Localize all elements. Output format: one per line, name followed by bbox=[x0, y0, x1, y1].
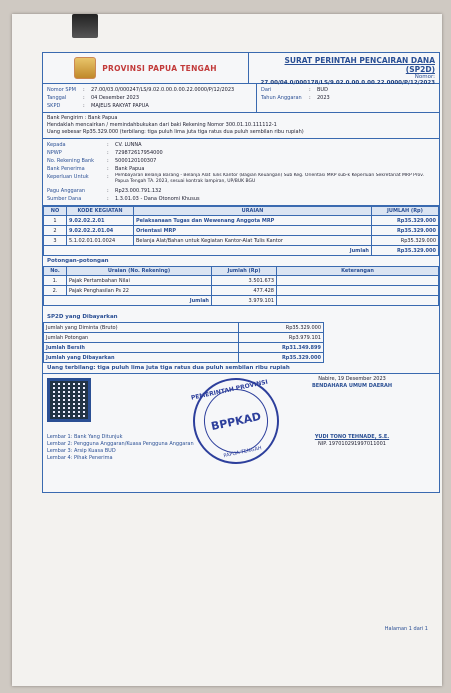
recipient-label: Sumber Dana bbox=[47, 196, 82, 202]
summary-label: Jumlah yang Diminta (Bruto) bbox=[44, 323, 239, 333]
column-header: NO bbox=[44, 207, 67, 216]
stamp-center-text: BPPKAD bbox=[209, 409, 263, 433]
signature-area bbox=[43, 374, 439, 492]
meta-row: Nomor SPM : 27.00/03.0/000247/LS/9.02.0.00.0.00.22.0000/P/12/2023 Tanggal : 04 Desember 2023 SKPD : MAJELIS RAKYAT PAPUA Dari : BUD Tahun Anggaran : 2023 bbox=[43, 84, 439, 113]
bank-line-2: Hendaklah mencairkan / memindahbukukan dari baki Rekening Nomor 300.01.10.111112-1 bbox=[47, 122, 277, 128]
total-value: 3.979.101 bbox=[212, 296, 277, 306]
summary-value: Rp3.979.101 bbox=[239, 333, 324, 343]
lembar-item: Lembar 2: Pengguna Anggaran/Kuasa Pengguna Anggaran bbox=[47, 441, 194, 447]
total-label: Jumlah bbox=[44, 246, 372, 256]
cell-kode: 9.02.02.2.01.04 bbox=[67, 226, 134, 236]
tahun-label: Tahun Anggaran bbox=[261, 95, 302, 101]
sp2d-title: SURAT PERINTAH PENCAIRAN DANA (SP2D) bbox=[284, 56, 435, 74]
lembar-item: Lembar 1: Bank Yang Ditunjuk bbox=[47, 434, 123, 440]
nomor-label: Nomor: bbox=[414, 74, 435, 80]
column-header: URAIAN bbox=[134, 207, 372, 216]
bank-instruction bbox=[43, 113, 439, 139]
cell-no: 1. bbox=[44, 276, 67, 286]
stamp-bottom-text: PAPUA TENGAH bbox=[223, 445, 263, 460]
cell-no: 3 bbox=[44, 236, 67, 246]
recipient-value: Pembayaran Belanja Barang - Belanja Alat Tulis Kantor (Bagian Keuangan) Sub Keg. Orientasi MRP sub-k Keperluan Sekretariat MRP Prov. Papua Tengah TA. 2023, sesuai kontrak lampiran, UP/BUK BGU bbox=[115, 173, 425, 184]
recipient-label: No. Rekening Bank bbox=[47, 158, 95, 164]
signature-space bbox=[277, 390, 427, 434]
summary-label: Jumlah Potongan bbox=[44, 333, 239, 343]
summary-title: SP2D yang Dibayarkan bbox=[47, 314, 118, 320]
table-row bbox=[44, 343, 439, 353]
table-header-row bbox=[44, 207, 439, 216]
bank-line-1: Bank Pengirim : Bank Papua bbox=[47, 115, 118, 121]
table-row bbox=[44, 323, 439, 333]
recipient-label: NPWP bbox=[47, 150, 62, 156]
qr-code-icon bbox=[47, 378, 91, 422]
cell-uraian: Pajak Penghasilan Ps 22 bbox=[67, 286, 212, 296]
cell-uraian: Pelaksanaan Tugas dan Wewenang Anggota MRP bbox=[134, 216, 372, 226]
dari-label: Dari bbox=[261, 87, 272, 93]
tanggal-value: 04 Desember 2023 bbox=[91, 95, 140, 101]
cell-jumlah: Rp35.329.000 bbox=[372, 236, 439, 246]
cell-jumlah: 3.501.673 bbox=[212, 276, 277, 286]
summary-value: Rp31.349.899 bbox=[239, 343, 324, 353]
cell-keterangan bbox=[277, 286, 439, 296]
tanggal-label: Tanggal bbox=[47, 95, 67, 101]
recipient-label: Keperluan Untuk bbox=[47, 174, 89, 180]
signature-block bbox=[277, 376, 427, 448]
document-header bbox=[43, 53, 439, 84]
recipient-value: 729872617954000 bbox=[115, 150, 163, 156]
place-date: Nabire, 19 Desember 2023 bbox=[318, 376, 386, 382]
tahun-value: 2023 bbox=[317, 95, 330, 101]
summary-value: Rp35.329.000 bbox=[239, 353, 324, 363]
column-header: No. bbox=[44, 267, 67, 276]
cell-jumlah: Rp35.329.000 bbox=[372, 226, 439, 236]
nomor-value: 27.00/04.0/000178/LS/9.02.0.00.0.00.22.0000/P/12/2023 bbox=[260, 80, 435, 86]
signer-name: YUDI TONO TEHNADE, S.E. bbox=[314, 434, 390, 440]
cell-uraian: Belanja Alat/Bahan untuk Kegiatan Kantor-Alat Tulis Kantor bbox=[134, 236, 372, 246]
stamp-top-text: PEMERINTAH PROVINSI bbox=[190, 378, 269, 402]
table-total-row bbox=[44, 296, 439, 306]
table-total-row bbox=[44, 246, 439, 256]
province-logo-icon bbox=[74, 57, 96, 79]
recipient-block: Kepada : CV. LUNNA NPWP : 729872617954000 No. Rekening Bank : 5000120100307 Bank Penerima : Bank Papua Keperluan Untuk : Pembayaran Belanja Barang - Belanja Alat Tulis Kantor (Bagian Keuangan) Sub Keg. Orientasi MRP sub-k Keperluan Sekretariat MRP Prov. Papua Tengah TA. 2023, sesuai kontrak lampiran, UP/BUK BGU Pagu Anggaran : Rp23.000.791.132 Sumber Dana : 1.3.01.03 - Dana Otonomi Khusus bbox=[43, 139, 439, 206]
total-value: Rp35.329.000 bbox=[372, 246, 439, 256]
document-page bbox=[12, 14, 442, 686]
kegiatan-table bbox=[43, 206, 439, 256]
nomor-spm-label: Nomor SPM bbox=[47, 87, 76, 93]
recipient-label: Pagu Anggaran bbox=[47, 188, 86, 194]
cell-kode: 5.1.02.01.01.0024 bbox=[67, 236, 134, 246]
bank-line-3: Uang sebesar Rp35.329.000 (terbilang: tiga puluh lima juta tiga ratus dua puluh sembilan ribu rupiah) bbox=[47, 129, 304, 135]
table-row bbox=[44, 333, 439, 343]
recipient-value: 1.3.01.03 - Dana Otonomi Khusus bbox=[115, 196, 200, 202]
skpd-label: SKPD bbox=[47, 103, 61, 109]
column-header: Keterangan bbox=[277, 267, 439, 276]
recipient-value: CV. LUNNA bbox=[115, 142, 142, 148]
recipient-label: Kepada bbox=[47, 142, 66, 148]
table-row bbox=[44, 286, 439, 296]
sp2d-title-block bbox=[249, 53, 439, 86]
cell-keterangan bbox=[277, 276, 439, 286]
column-header: Uraian (No. Rekening) bbox=[67, 267, 212, 276]
page-number: Halaman 1 dari 1 bbox=[384, 626, 428, 632]
sp2d-document bbox=[42, 52, 440, 493]
signer-nip: NIP. 197010291997011001 bbox=[318, 441, 386, 447]
cell-no: 1 bbox=[44, 216, 67, 226]
table-header-row bbox=[44, 267, 439, 276]
potongan-table bbox=[43, 266, 439, 306]
summary-table bbox=[43, 322, 439, 363]
cell-kode: 9.02.02.2.01 bbox=[67, 216, 134, 226]
recipient-value: Rp23.000.791.132 bbox=[115, 188, 162, 194]
summary-label: Jumlah Bersih bbox=[44, 343, 239, 353]
cell-no: 2 bbox=[44, 226, 67, 236]
paper-clip bbox=[72, 14, 98, 38]
province-block bbox=[43, 53, 249, 83]
province-name: PROVINSI PAPUA TENGAH bbox=[102, 63, 217, 73]
cell-jumlah: 477.428 bbox=[212, 286, 277, 296]
signer-role: BENDAHARA UMUM DAERAH bbox=[311, 383, 393, 389]
recipient-label: Bank Penerima bbox=[47, 166, 85, 172]
cell-jumlah: Rp35.329.000 bbox=[372, 216, 439, 226]
table-row bbox=[44, 236, 439, 246]
table-row bbox=[44, 353, 439, 363]
table-row bbox=[44, 226, 439, 236]
lembar-item: Lembar 4: Pihak Penerima bbox=[47, 455, 113, 461]
potongan-title: Potongan-potongan bbox=[47, 258, 109, 264]
cell-uraian: Orientasi MRP bbox=[134, 226, 372, 236]
lembar-item: Lembar 3: Arsip Kuasa BUD bbox=[47, 448, 116, 454]
cell-uraian: Pajak Pertambahan Nilai bbox=[67, 276, 212, 286]
column-header: JUMLAH (Rp) bbox=[372, 207, 439, 216]
summary-value: Rp35.329.000 bbox=[239, 323, 324, 333]
skpd-value: MAJELIS RAKYAT PAPUA bbox=[91, 103, 149, 109]
lembar-list bbox=[47, 434, 194, 462]
nomor-spm-value: 27.00/03.0/000247/LS/9.02.0.00.0.00.22.0000/P/12/2023 bbox=[91, 87, 235, 93]
table-row bbox=[44, 276, 439, 286]
dari-value: BUD bbox=[317, 87, 328, 93]
table-row bbox=[44, 216, 439, 226]
cell-no: 2. bbox=[44, 286, 67, 296]
official-stamp bbox=[185, 370, 287, 472]
column-header: Jumlah (Rp) bbox=[212, 267, 277, 276]
summary-label: Jumlah yang Dibayarkan bbox=[44, 353, 239, 363]
total-label: Jumlah bbox=[44, 296, 212, 306]
recipient-value: 5000120100307 bbox=[115, 158, 157, 164]
column-header: KODE KEGIATAN bbox=[67, 207, 134, 216]
terbilang-text: Uang terbilang: tiga puluh lima juta tiga ratus dua puluh sembilan ribu rupiah bbox=[43, 363, 439, 374]
recipient-value: Bank Papua bbox=[115, 166, 145, 172]
